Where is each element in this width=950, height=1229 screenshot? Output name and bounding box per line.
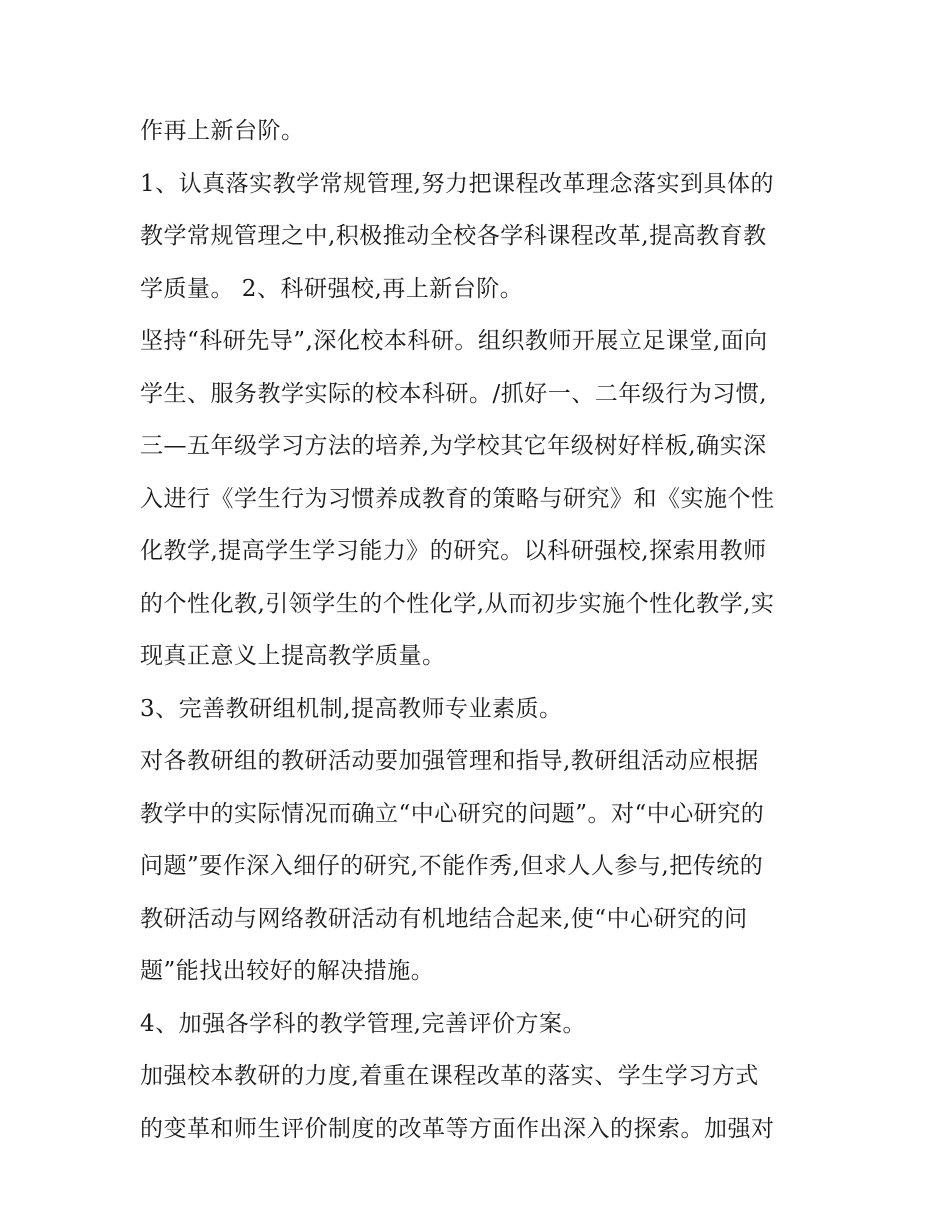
text-line: 作再上新台阶。 [140,118,305,144]
text-line: 问题”要作深入细仔的研究,不能作秀,但求人人参与,把传统的 [140,853,764,879]
text-line: 化教学,提高学生学习能力》的研究。以科研强校,探索用教师 [140,538,767,564]
text-line: 3、完善教研组机制,提高教师专业素质。 [140,695,563,722]
text-line: 教学常规管理之中,积极推动全校各学科课程改革,提高教育教 [140,223,767,249]
text-line: 坚持“科研先导”,深化校本科研。组织教师开展立足课堂,面向 [140,328,768,354]
text-line: 对各教研组的教研活动要加强管理和指导,教研组活动应根据 [140,748,759,774]
text-line: 题”能找出较好的解决措施。 [140,958,435,984]
text-line: 加强校本教研的力度,着重在课程改革的落实、学生学习方式 [140,1063,759,1089]
text-line: 三—五年级学习方法的培养,为学校其它年级树好样板,确实深 [140,433,767,459]
document-body [140,108,820,1158]
text-line: 现真正意义上提高教学质量。 [140,643,446,669]
text-line: 学质量。 2、科研强校,再上新台阶。 [140,275,524,302]
text-line: 4、加强各学科的教学管理,完善评价方案。 [140,1010,586,1037]
text-line: 教学中的实际情况而确立“中心研究的问题”。对“中心研究的 [140,800,765,827]
text-line: 学生、服务教学实际的校本科研。/抓好一、二年级行为习惯, [140,380,768,407]
text-line: 的个性化教,引领学生的个性化学,从而初步实施个性化教学,实 [140,590,775,617]
text-line: 入进行《学生行为习惯养成教育的策略与研究》和《实施个性 [140,485,775,512]
text-line: 的变革和师生评价制度的改革等方面作出深入的探索。加强对 [140,1115,775,1142]
text-line: 1、认真落实教学常规管理,努力把课程改革理念落实到具体的 [140,170,774,197]
text-line: 教研活动与网络教研活动有机地结合起来,使“中心研究的问 [140,905,748,932]
